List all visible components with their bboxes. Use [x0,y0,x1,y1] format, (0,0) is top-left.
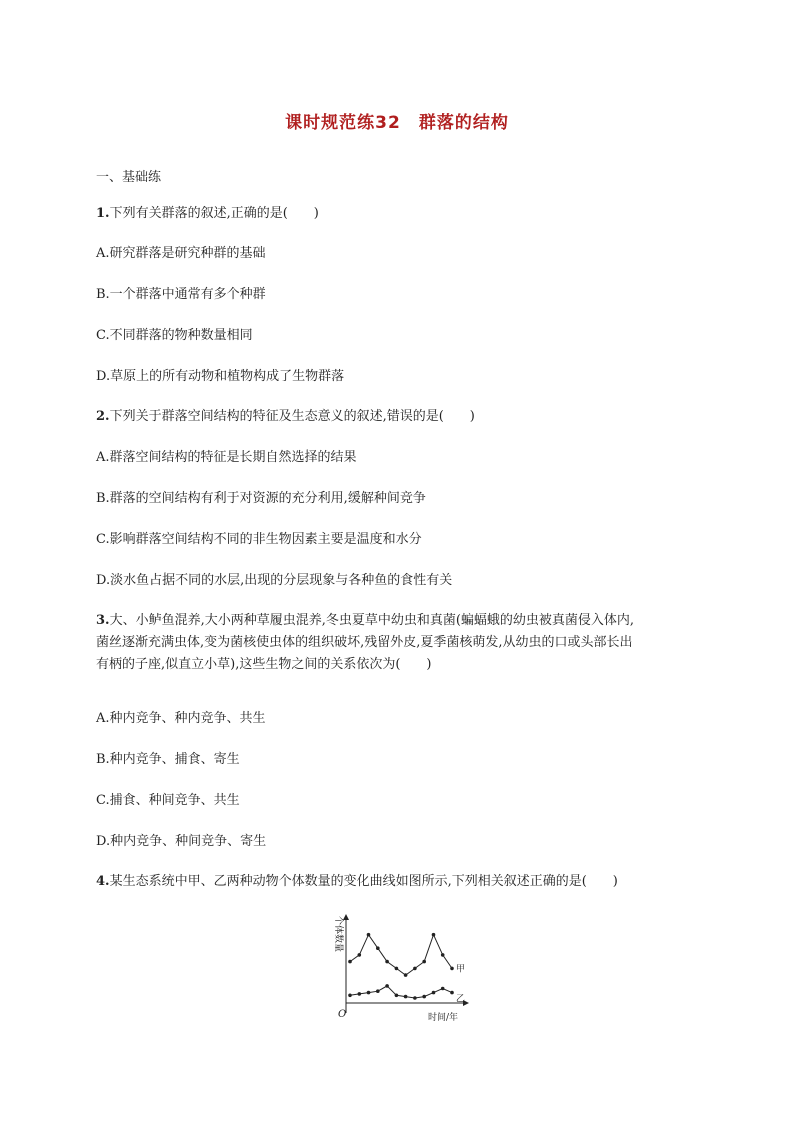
page-title: 课时规范练32 群落的结构 [285,113,509,133]
series-line-0 [350,935,452,975]
question-number: 2. [96,409,110,424]
data-point [348,960,352,964]
data-point [422,960,426,964]
data-point [367,933,371,937]
question-stem: 某生态系统中甲、乙两种动物个体数量的变化曲线如图所示,下列相关叙述正确的是( ) [109,874,618,889]
data-point [376,946,380,950]
data-point [404,973,408,977]
data-point [432,991,436,995]
series-label: 甲 [456,964,466,975]
data-point [413,996,417,1000]
series-label: 乙 [456,994,466,1005]
question-stem-line: 菌丝逐渐充满虫体,变为菌核使虫体的组织破坏,残留外皮,夏季菌核萌发,从幼虫的口或头部长出 [96,635,633,650]
question-1 [96,203,706,225]
q3-option-d: D.种内竞争、种间竞争、寄生 [96,834,267,849]
q2-option-a: A.群落空间结构的特征是长期自然选择的结果 [96,450,357,465]
data-point [432,933,436,937]
q1-option-d: D.草原上的所有动物和植物构成了生物群落 [96,369,345,384]
data-point [450,967,454,971]
question-number: 4. [96,874,110,889]
data-point [413,967,417,971]
question-stem: 下列关于群落空间结构的特征及生态意义的叙述,错误的是( ) [109,409,475,424]
section-heading: 一、基础练 [96,170,162,185]
question-2 [96,406,706,428]
q3-option-a: A.种内竞争、种内竞争、共生 [96,711,266,726]
q1-option-c: C.不同群落的物种数量相同 [96,328,253,343]
data-point [385,960,389,964]
q3-option-b: B.种内竞争、捕食、寄生 [96,752,240,767]
question-stem-line: 有柄的子座,似直立小草),这些生物之间的关系依次为( ) [96,657,432,672]
question-number: 3. [96,613,110,628]
x-axis-label: 时间/年 [428,1013,459,1023]
data-point [358,953,362,957]
q1-option-b: B.一个群落中通常有多个种群 [96,287,266,302]
data-point [358,992,362,996]
data-point [450,991,454,995]
population-chart [320,910,480,1025]
question-4 [96,871,706,893]
origin-label: O [338,1009,347,1020]
question-stem: 下列有关群落的叙述,正确的是( ) [109,206,319,221]
data-point [441,987,445,991]
question-stem-line: 大、小鲈鱼混养,大小两种草履虫混养,冬虫夏草中幼虫和真菌(蝙蝠蛾的幼虫被真菌侵入体内, [109,613,635,628]
data-point [376,989,380,993]
question-3 [96,610,706,676]
q3-option-c: C.捕食、种间竞争、共生 [96,793,240,808]
q2-option-b: B.群落的空间结构有利于对资源的充分利用,缓解种间竞争 [96,491,426,506]
data-point [367,991,371,995]
data-point [441,953,445,957]
data-point [348,994,352,998]
data-point [395,967,399,971]
data-point [422,995,426,999]
q2-option-c: C.影响群落空间结构不同的非生物因素主要是温度和水分 [96,532,422,547]
series-line-1 [350,986,452,998]
y-axis-label: 个体数量 [333,916,343,953]
q1-option-a: A.研究群落是研究种群的基础 [96,246,266,261]
data-point [395,994,399,998]
data-point [385,984,389,988]
question-number: 1. [96,206,110,221]
data-point [404,995,408,999]
q2-option-d: D.淡水鱼占据不同的水层,出现的分层现象与各种鱼的食性有关 [96,573,453,588]
